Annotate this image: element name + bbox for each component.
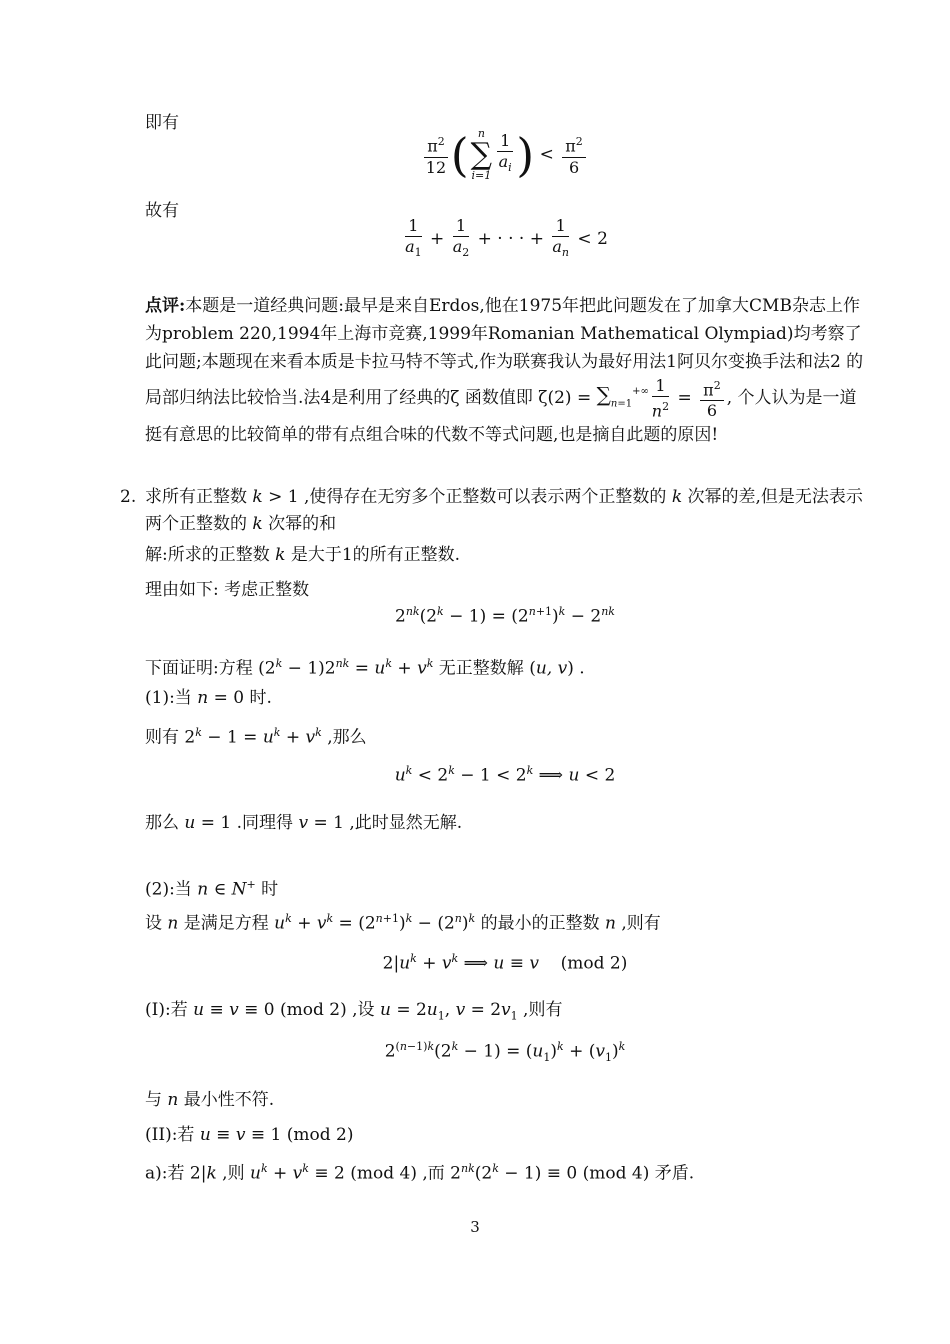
q2-text-b: ,使得存在无穷多个正整数可以表示两个正整数的 [298, 487, 672, 507]
case1-tail: 时. [244, 688, 272, 708]
equation-descent: $2^{(n-1)k}(2^k - 1) = (u_1)^k + (v_1)^k$ [384, 1040, 626, 1065]
then2-text-b: .同理得 [231, 813, 299, 833]
then2-text-a: 那么 [145, 813, 185, 833]
solution-line: 解:所求的正整数 k 是大于1的所有正整数. [145, 545, 461, 565]
prove-line: 下面证明:方程 $(2^k - 1)2^{nk} = u^k + v^k$ 无正整数解 (u, v) . [145, 657, 585, 679]
then2-line: 那么 u = 1 .同理得 v = 1 ,此时显然无解. [145, 813, 463, 833]
caseI-text-c: ,则有 [517, 1000, 563, 1020]
sol-text-b: 是大于1的所有正整数. [285, 545, 461, 565]
setn-text-d: ,则有 [615, 913, 661, 934]
text-jiyou: 即有 [145, 113, 179, 133]
then-line: 则有 $2^k - 1 = u^k + v^k$ ,那么 [145, 726, 367, 748]
setn-text-a: 设 [145, 913, 168, 934]
text-guyou: 故有 [145, 201, 179, 221]
then-text-a: 则有 [145, 727, 185, 748]
comment-paragraph: 点评:本题是一道经典问题:最早是来自Erdos,他在1975年把此问题发在了加拿大CMB杂志上作为problem 220,1994年上海市竞赛,1999年Romanian Mathematical Olympiad)均考察了此问题;本题现在来看本质是卡拉马特不等式,作为联赛我认为最好用法1阿贝尔变换手法和法2 的局部归纳法比较恰当.法4是利用了经典的ζ 函数值即 $\zeta(2) = \sum_{n=1}^{+\infty}$ $\frac{1}{n^2}$ = $\frac{\pi^2}{6}$ , 个人认为是一道挺有意思的比较简单的带有点组合味的代数不等式问题,也是摘自此题的原因! [145, 296, 864, 446]
reason-line: 理由如下: 考虑正整数 [145, 580, 310, 600]
comment-tail: , 个人认为是一道挺有意思的比较简单的带有点组合味的代数不等式问题,也是摘自此题的原因! [145, 388, 857, 446]
casea-line: a):若 2|k ,则 $u^k + v^k \equiv 2$ (mod 4) ,而 $2^{nk}(2^k - 1) \equiv 0$ (mod 4) 矛盾. [145, 1162, 695, 1184]
comment-label: 点评: [145, 296, 186, 316]
then-text-b: ,那么 [321, 727, 367, 748]
case2-text: (2):当 [145, 879, 198, 900]
caseII-text: (II):若 [145, 1125, 200, 1145]
setn-text-b: 是满足方程 [178, 913, 275, 934]
casea-text-a: a):若 [145, 1163, 190, 1184]
sol-text-a: 解:所求的正整数 [145, 545, 276, 565]
setn-line: 设 n 是满足方程 $u^k + v^k = (2^{n+1})^k - (2^n)^k$ 的最小的正整数 n ,则有 [145, 912, 661, 934]
equation-bound: $u^k < 2^k - 1 < 2^k$ ⟹ u < 2 [394, 764, 616, 786]
case1-line: (1):当 n = 0 时. [145, 688, 272, 708]
case2-line: (2):当 n ∈ N+ 时 [145, 878, 279, 900]
page-number: 3 [470, 1218, 480, 1236]
setn-text-c: 的最小的正整数 [475, 913, 605, 934]
caseII-line: (II):若 u ≡ v ≡ 1 (mod 2) [145, 1125, 354, 1145]
case2-tail: 时 [255, 879, 279, 900]
q2-text-d: 次幂的和 [262, 514, 337, 534]
prove-text-b: 无正整数解 [433, 658, 530, 679]
equation-sum-inequality: $\frac{\pi^2}{12}$ ( n ∑ i=1 $\frac{1}{a_i}$ ) < $\frac{\pi^2}{6}$ [145, 128, 865, 182]
then2-text-c: ,此时显然无解. [343, 813, 463, 833]
casea-text-b: ,则 [216, 1163, 250, 1184]
q2-text-a: 求所有正整数 [145, 487, 253, 507]
item-number: 2. [120, 487, 137, 507]
casea-text-c: ,而 [416, 1163, 451, 1184]
caseI-text-a: (I):若 [145, 1000, 194, 1020]
q2-text-c: 次幂的差,但是无法表示两个正整数的 [145, 487, 863, 534]
equation-parity: $2|u^k + v^k$ ⟹ u ≡ v (mod 2) [382, 952, 628, 974]
contra-text-a: 与 [145, 1090, 168, 1110]
prove-text-a: 下面证明:方程 [145, 658, 259, 679]
equation-reciprocal-sum: $\frac{1}{a_1}$ + $\frac{1}{a_2}$ + · · · + $\frac{1}{a_n}$ < 2 [405, 216, 608, 260]
contra-line: 与 n 最小性不符. [145, 1090, 275, 1110]
case1-text: (1):当 [145, 688, 198, 708]
question-2: 求所有正整数 k > 1 ,使得存在无穷多个正整数可以表示两个正整数的 k 次幂的差,但是无法表示两个正整数的 k 次幂的和 [145, 487, 863, 534]
contra-text-b: 最小性不符. [178, 1090, 275, 1110]
caseI-line: (I):若 u ≡ v ≡ 0 (mod 2) ,设 $u = 2u_1$, $v = 2v_1$ ,则有 [145, 1000, 563, 1023]
comment-text: 本题是一道经典问题:最早是来自Erdos,他在1975年把此问题发在了加拿大CMB杂志上作为problem 220,1994年上海市竞赛,1999年Romanian Mathematical Olympiad)均考察了此问题;本题现在来看本质是卡拉马特不等式,作为联赛我认为最好用法1阿贝尔变换手法和法2 的局部归纳法比较恰当.法4是利用了经典的ζ 函数值即 ζ(2) = [145, 296, 864, 409]
casea-text-d: 矛盾. [649, 1163, 695, 1184]
equation-identity: $2^{nk}(2^k - 1) = (2^{n+1})^k - 2^{nk}$ [395, 605, 615, 627]
caseI-text-b: ,设 [346, 1000, 380, 1020]
zeta-formula: $\sum_{n=1}^{+\infty}$ [596, 383, 649, 410]
